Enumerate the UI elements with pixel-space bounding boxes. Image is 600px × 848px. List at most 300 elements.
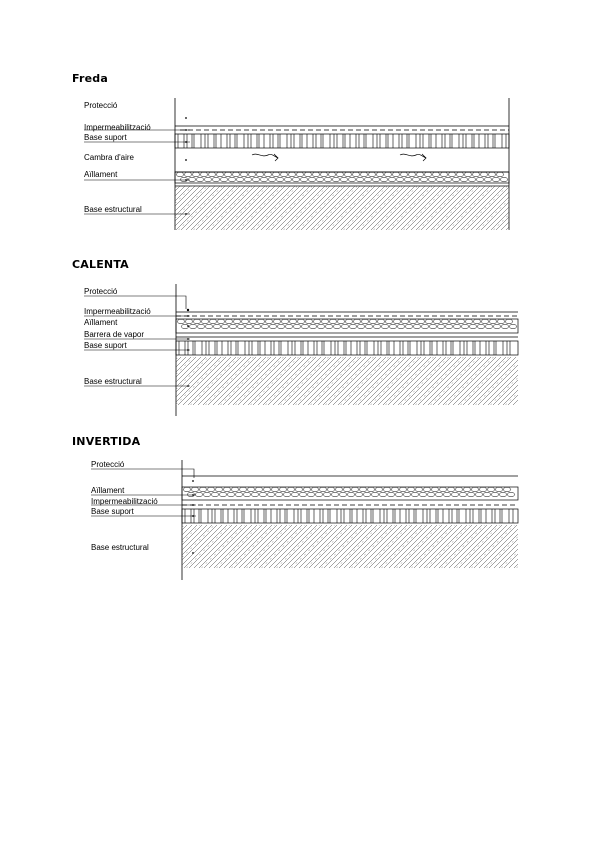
hatch-line-secondary	[179, 186, 223, 230]
hatch-line-secondary	[359, 186, 403, 230]
hatch-line	[203, 357, 251, 405]
hatch-line	[436, 186, 480, 230]
hatch-line	[383, 357, 431, 405]
insulation-hex	[411, 492, 419, 496]
insulation-hex	[416, 172, 424, 176]
hatch-line	[256, 186, 300, 230]
insulation-hex	[337, 319, 345, 323]
insulation-hex	[252, 177, 260, 181]
insulation-hex	[497, 319, 505, 323]
hatch-line	[206, 186, 250, 230]
invertida-roof-section-diagram	[0, 455, 600, 585]
hatch-line-secondary	[236, 357, 284, 405]
hatch-line	[176, 186, 220, 230]
hatch-line	[291, 186, 335, 230]
insulation-hex	[377, 319, 385, 323]
insulation-hex	[392, 172, 400, 176]
hatch-line	[321, 186, 365, 230]
hatch-line	[326, 186, 370, 230]
hatch-line	[406, 186, 450, 230]
insulation-hex	[356, 177, 364, 181]
hatch-line-secondary	[371, 357, 419, 405]
hatch-line	[451, 186, 495, 230]
hatch-line	[363, 357, 411, 405]
insulation-hex	[229, 324, 237, 328]
insulation-hex	[463, 487, 471, 491]
insulation-hex	[449, 319, 457, 323]
hatch-line	[441, 186, 485, 230]
label-proteccio: Protecció	[84, 287, 118, 296]
insulation-hex	[488, 172, 496, 176]
calenta-roof-section-diagram	[0, 280, 600, 420]
insulation-hex	[256, 172, 264, 176]
hatch-line	[308, 357, 356, 405]
hatch-line-secondary	[311, 357, 359, 405]
hatch-line	[296, 186, 340, 230]
insulation-hex	[301, 324, 309, 328]
insulation-hex	[473, 319, 481, 323]
label-base-suport: Base suport	[84, 341, 127, 350]
insulation-hex	[311, 487, 319, 491]
hatch-line	[426, 186, 470, 230]
insulation-hex	[184, 172, 192, 176]
hatch-line	[438, 357, 486, 405]
insulation-hex	[325, 324, 333, 328]
hatch-line	[251, 186, 295, 230]
insulation-hex	[257, 319, 265, 323]
insulation-hex	[465, 319, 473, 323]
hatch-line	[403, 357, 451, 405]
leader-lines	[91, 469, 196, 516]
hatch-line	[338, 357, 386, 405]
insulation-hex	[439, 487, 447, 491]
insulation-hex	[247, 487, 255, 491]
hatch-line	[223, 357, 271, 405]
insulation-hex	[495, 487, 503, 491]
insulation-hex	[321, 319, 329, 323]
hatch-line	[175, 186, 195, 206]
hatch-line	[391, 186, 435, 230]
hatch-line	[416, 186, 460, 230]
insulation-hex	[419, 492, 427, 496]
hatch-line	[176, 357, 181, 362]
section-title-freda: Freda	[72, 72, 108, 85]
insulation-hex	[240, 172, 248, 176]
insulation-hex	[499, 492, 507, 496]
hatch-line	[241, 186, 285, 230]
hatch-line	[196, 186, 240, 230]
insulation-hex	[209, 319, 217, 323]
hatch-line-secondary	[344, 186, 388, 230]
insulation-hex	[353, 319, 361, 323]
hatch-line	[176, 357, 201, 382]
insulation-hex	[412, 177, 420, 181]
insulation-hex	[443, 492, 451, 496]
insulation-hex	[221, 324, 229, 328]
hatch-line-secondary	[176, 357, 224, 405]
hatch-line	[238, 357, 286, 405]
insulation-hex	[213, 324, 221, 328]
hatch-line	[248, 357, 296, 405]
hatch-line	[388, 357, 436, 405]
hatch-line	[431, 186, 475, 230]
insulation-hex	[445, 324, 453, 328]
insulation-hex	[228, 177, 236, 181]
hatch-line-secondary	[326, 357, 374, 405]
insulation-hex	[415, 487, 423, 491]
hatch-line-secondary	[296, 357, 344, 405]
insulation-hex	[360, 172, 368, 176]
hatch-line	[351, 186, 395, 230]
insulation-hex	[404, 177, 412, 181]
hatch-line	[186, 186, 230, 230]
insulation-hex	[371, 492, 379, 496]
insulation-hex	[343, 487, 351, 491]
hatch-line	[501, 222, 509, 230]
hatch-line	[175, 186, 200, 211]
insulation-hex	[293, 324, 301, 328]
hatch-line-secondary	[416, 357, 464, 405]
insulation-hex	[272, 172, 280, 176]
insulation-hex-pattern	[177, 319, 517, 328]
insulation-hex	[195, 492, 203, 496]
hatch-line	[221, 186, 265, 230]
insulation-hex	[231, 487, 239, 491]
insulation-hex	[201, 319, 209, 323]
insulation-hex	[456, 172, 464, 176]
insulation-hex	[211, 492, 219, 496]
leader-lines	[84, 296, 190, 386]
insulation-hex	[373, 324, 381, 328]
hatch-line	[513, 400, 518, 405]
hatch-line	[378, 357, 426, 405]
insulation-hex	[496, 172, 504, 176]
hatch-line	[233, 357, 281, 405]
hatch-line-secondary	[506, 393, 519, 406]
hatch-line	[346, 186, 390, 230]
insulation-layer	[176, 319, 518, 333]
insulation-hex	[413, 324, 421, 328]
hatch-line	[278, 357, 326, 405]
insulation-hex	[348, 177, 356, 181]
hatch-line	[509, 559, 518, 568]
hatch-line	[213, 357, 261, 405]
insulation-hex	[260, 177, 268, 181]
hatch-line	[498, 385, 518, 405]
insulation-hex	[432, 172, 440, 176]
insulation-hex	[455, 487, 463, 491]
insulation-hex	[285, 324, 293, 328]
insulation-hex	[349, 324, 357, 328]
hatch-line	[408, 357, 456, 405]
hatch-line	[453, 357, 501, 405]
insulation-hex	[267, 492, 275, 496]
hatch-line	[343, 357, 391, 405]
hatch-line	[176, 357, 206, 387]
hatch-line	[368, 357, 416, 405]
hatch-line	[318, 357, 366, 405]
base-suport-bars	[185, 509, 513, 523]
insulation-hex	[420, 177, 428, 181]
insulation-hex-pattern	[183, 487, 515, 496]
hatch-line-secondary	[431, 357, 479, 405]
insulation-hex	[320, 172, 328, 176]
structural-hatch	[176, 357, 518, 405]
label-aillament: Aïllament	[84, 318, 118, 327]
hatch-line	[353, 357, 401, 405]
insulation-hex	[364, 177, 372, 181]
hatch-line	[176, 357, 186, 367]
hatch-line	[393, 357, 441, 405]
hatch-line-secondary	[299, 186, 343, 230]
insulation-hex	[501, 324, 509, 328]
hatch-line	[476, 197, 509, 230]
hatch-line	[178, 357, 226, 405]
hatch-line	[258, 357, 306, 405]
insulation-hex	[435, 492, 443, 496]
insulation-hex	[461, 324, 469, 328]
insulation-hex	[351, 487, 359, 491]
insulation-hex	[383, 487, 391, 491]
insulation-hex	[400, 172, 408, 176]
hatch-line	[418, 357, 466, 405]
label-base-estructural: Base estructural	[91, 543, 149, 552]
hatch-line	[246, 186, 290, 230]
hatch-line	[182, 525, 212, 555]
hatch-line	[396, 186, 440, 230]
insulation-hex	[409, 319, 417, 323]
insulation-hex	[199, 487, 207, 491]
insulation-hex	[408, 172, 416, 176]
hatch-line	[283, 357, 331, 405]
hatch-line	[341, 186, 385, 230]
insulation-hex	[249, 319, 257, 323]
hatch-line	[488, 375, 518, 405]
label-impermeabilitzacio: Impermeabilització	[84, 307, 151, 316]
hatch-line-secondary	[356, 357, 404, 405]
hatch-line	[456, 186, 500, 230]
insulation-hex	[367, 487, 375, 491]
section-title-invertida: INVERTIDA	[72, 435, 141, 448]
hatch-line	[193, 357, 241, 405]
hatch-line	[484, 534, 518, 568]
hatch-line	[373, 357, 421, 405]
hatch-line	[198, 357, 246, 405]
insulation-hex	[407, 487, 415, 491]
insulation-hex	[345, 319, 353, 323]
insulation-hex	[205, 324, 213, 328]
hatch-line	[333, 357, 381, 405]
insulation-hex	[204, 177, 212, 181]
hatch-line	[331, 186, 375, 230]
insulation-hex	[188, 177, 196, 181]
hatch-line	[228, 357, 276, 405]
insulation-hex	[357, 324, 365, 328]
hatch-line	[491, 212, 509, 230]
hatch-line	[358, 357, 406, 405]
air-flow-arrow-right	[400, 154, 426, 161]
insulation-hex	[436, 177, 444, 181]
insulation-hex	[303, 487, 311, 491]
hatch-line	[231, 186, 275, 230]
hatch-line	[226, 186, 270, 230]
insulation-hex	[487, 487, 495, 491]
hatch-line-secondary	[194, 186, 238, 230]
hatch-line-secondary	[386, 357, 434, 405]
air-flow-arrow-left	[252, 154, 278, 161]
insulation-hex	[176, 172, 184, 176]
insulation-hex	[207, 487, 215, 491]
insulation-hex	[248, 172, 256, 176]
insulation-hex	[292, 177, 300, 181]
insulation-hex	[485, 324, 493, 328]
insulation-hex	[200, 172, 208, 176]
insulation-hex	[481, 319, 489, 323]
insulation-hex	[509, 324, 517, 328]
hatch-line-secondary	[269, 186, 313, 230]
insulation-hex	[261, 324, 269, 328]
hatch-line	[323, 357, 371, 405]
hatch-line	[208, 357, 256, 405]
insulation-hex	[389, 324, 397, 328]
insulation-hex	[235, 492, 243, 496]
insulation-hex	[208, 172, 216, 176]
insulation-hex	[236, 177, 244, 181]
insulation-hex	[284, 177, 292, 181]
insulation-hex	[355, 492, 363, 496]
hatch-line	[398, 357, 446, 405]
insulation-hex	[428, 177, 436, 181]
hatch-line-secondary	[502, 552, 519, 569]
insulation-hex	[444, 177, 452, 181]
insulation-hex	[273, 319, 281, 323]
insulation-hex	[191, 487, 199, 491]
structural-hatch	[182, 525, 518, 568]
hatch-line	[443, 357, 491, 405]
insulation-hex	[227, 492, 235, 496]
hatch-line	[313, 357, 361, 405]
insulation-hex	[347, 492, 355, 496]
insulation-hex	[437, 324, 445, 328]
insulation-hex	[375, 487, 383, 491]
label-proteccio: Protecció	[91, 460, 125, 469]
insulation-hex	[503, 487, 511, 491]
air-flow-arrows	[252, 154, 426, 161]
hatch-line	[211, 186, 255, 230]
hatch-line-secondary	[221, 357, 269, 405]
insulation-hex	[385, 319, 393, 323]
insulation-hex	[491, 492, 499, 496]
insulation-hex	[268, 177, 276, 181]
hatch-line-secondary	[446, 357, 494, 405]
hatch-line	[176, 357, 196, 377]
hatch-line	[461, 186, 505, 230]
insulation-hex	[324, 177, 332, 181]
insulation-hex	[271, 487, 279, 491]
insulation-hex	[291, 492, 299, 496]
hatch-line	[183, 357, 231, 405]
hatch-line	[271, 186, 315, 230]
insulation-hex	[239, 487, 247, 491]
hatch-line	[236, 186, 280, 230]
insulation-hex	[219, 492, 227, 496]
insulation-hex	[283, 492, 291, 496]
hatch-line	[446, 186, 490, 230]
hatch-line-secondary	[487, 537, 519, 569]
insulation-hex	[477, 324, 485, 328]
insulation-hex	[305, 319, 313, 323]
label-aillament: Aïllament	[91, 486, 125, 495]
hatch-line	[175, 186, 205, 216]
insulation-hex	[237, 324, 245, 328]
insulation-hex	[187, 492, 195, 496]
hatch-line-secondary	[341, 357, 389, 405]
insulation-hex	[281, 319, 289, 323]
hatch-line-secondary	[266, 357, 314, 405]
label-barrera-vapor: Barrera de vapor	[84, 330, 145, 339]
insulation-hex	[245, 324, 253, 328]
hatch-line-secondary	[389, 186, 433, 230]
insulation-hex	[387, 492, 395, 496]
hatch-line-secondary	[314, 186, 358, 230]
insulation-hex	[479, 487, 487, 491]
insulation-hex	[264, 172, 272, 176]
hatch-line-secondary	[509, 230, 510, 231]
hatch-line	[276, 186, 320, 230]
insulation-hex	[361, 319, 369, 323]
insulation-hex	[232, 172, 240, 176]
hatch-line	[336, 186, 380, 230]
hatch-line	[473, 360, 518, 405]
insulation-hex	[441, 319, 449, 323]
insulation-hex	[299, 492, 307, 496]
hatch-line	[458, 357, 506, 405]
insulation-hex	[372, 177, 380, 181]
hatch-line-secondary	[479, 200, 510, 231]
insulation-hex	[405, 324, 413, 328]
insulation-hex	[492, 177, 500, 181]
label-base-suport: Base suport	[84, 133, 127, 142]
hatch-line	[348, 357, 396, 405]
hatch-line	[311, 186, 355, 230]
insulation-hex	[177, 319, 185, 323]
hatch-line	[478, 365, 518, 405]
hatch-line-secondary	[517, 567, 519, 569]
insulation-hex	[469, 324, 477, 328]
insulation-hex	[391, 487, 399, 491]
hatch-line	[483, 370, 518, 405]
insulation-hex	[216, 172, 224, 176]
hatch-line	[261, 186, 305, 230]
insulation-hex	[220, 177, 228, 181]
insulation-hex	[333, 324, 341, 328]
insulation-hex	[316, 177, 324, 181]
insulation-hex	[241, 319, 249, 323]
hatch-line	[468, 357, 516, 405]
insulation-hex	[384, 172, 392, 176]
hatch-line-secondary	[239, 186, 283, 230]
hatch-line	[448, 357, 496, 405]
insulation-hex	[215, 487, 223, 491]
insulation-hex	[277, 324, 285, 328]
hatch-line	[499, 549, 518, 568]
structural-hatch	[175, 186, 509, 230]
hatch-line	[176, 357, 221, 402]
insulation-hex	[363, 492, 371, 496]
insulation-hex	[379, 492, 387, 496]
insulation-hex	[467, 492, 475, 496]
insulation-hex	[393, 319, 401, 323]
